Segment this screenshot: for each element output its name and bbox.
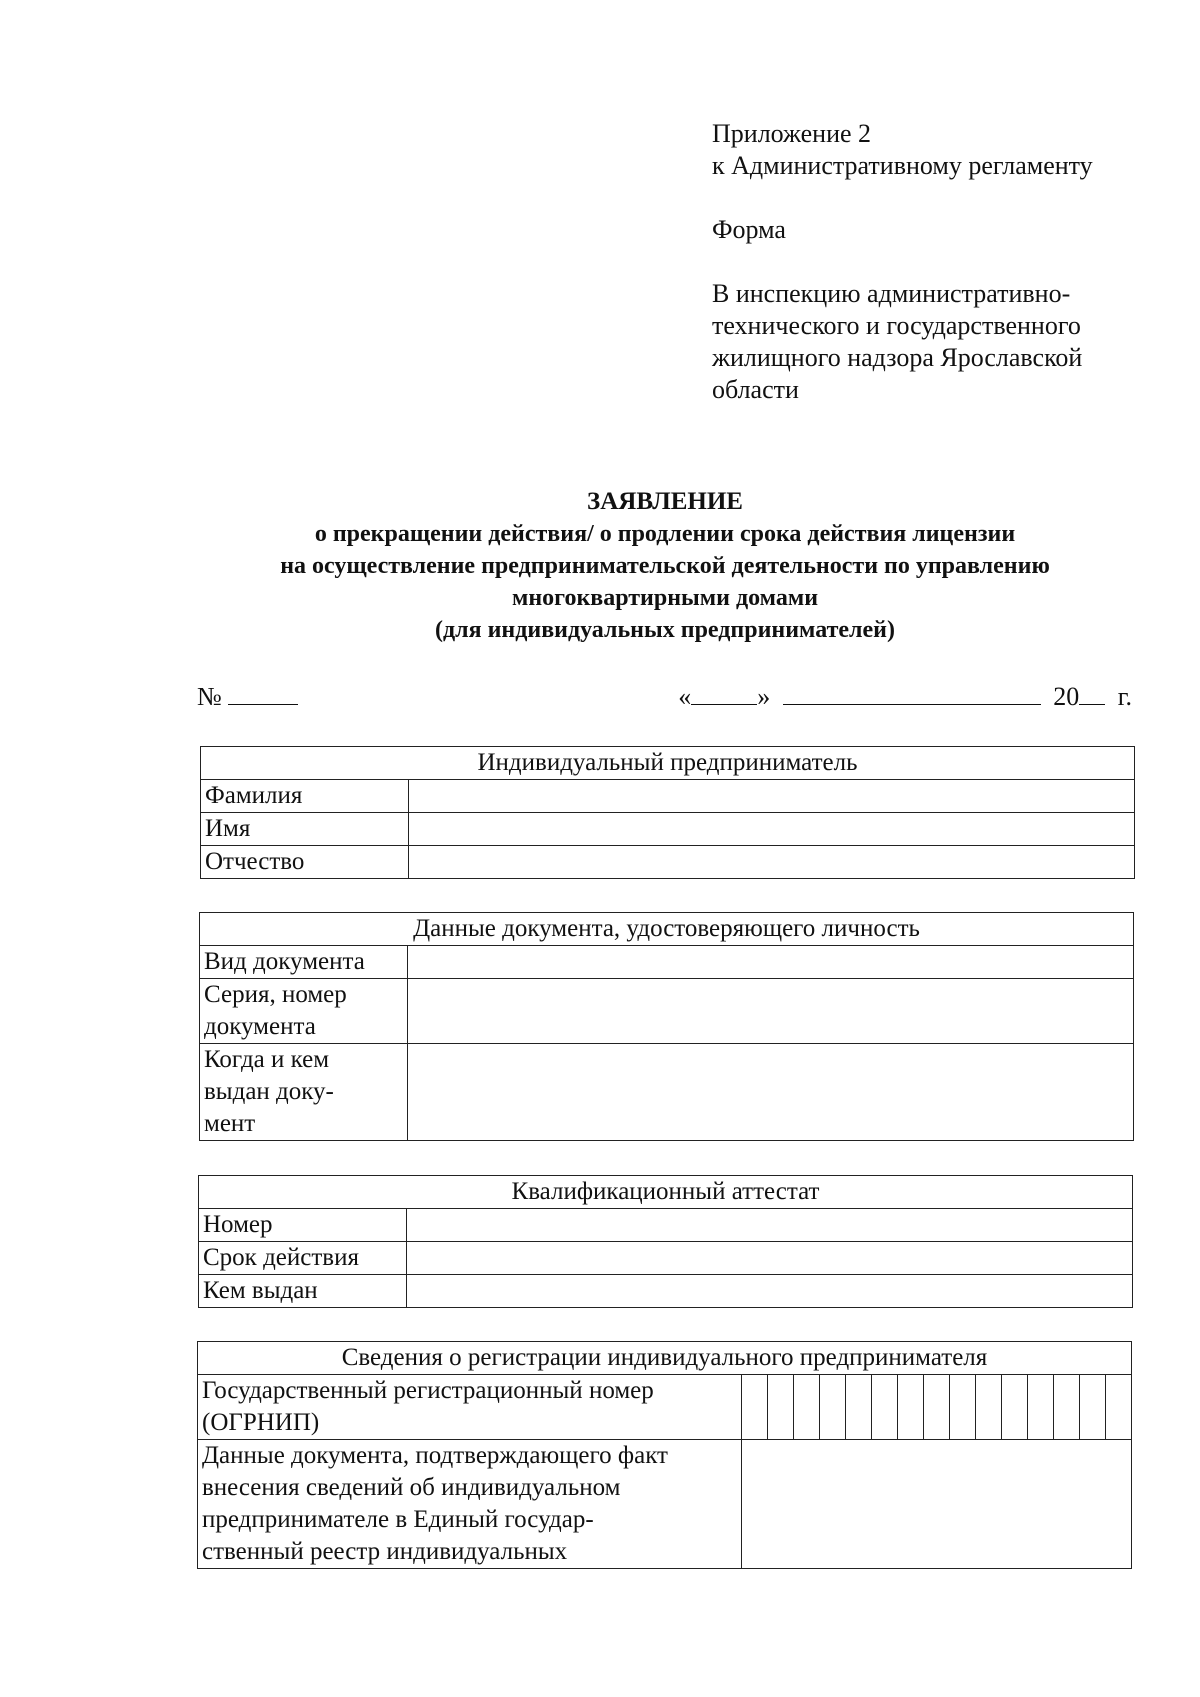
table-row — [200, 946, 1134, 979]
close-quote: » — [757, 682, 771, 711]
first-name-field[interactable] — [409, 813, 1135, 846]
row-label: Номер — [199, 1209, 407, 1242]
row-label-line: внесения сведений об индивидуальном — [202, 1474, 621, 1501]
recipient-line: области — [712, 375, 799, 404]
row-label-line: ственный реестр индивидуальных — [202, 1538, 568, 1565]
row-label-line: предпринимателе в Единый государ- — [202, 1506, 594, 1533]
ogrnip-digit-cell[interactable] — [1106, 1375, 1131, 1439]
registration-document-field[interactable] — [742, 1440, 1132, 1569]
open-quote: « — [678, 682, 692, 711]
entrepreneur-table — [200, 746, 1135, 879]
patronymic-field[interactable] — [409, 846, 1135, 879]
row-label: Фамилия — [201, 780, 409, 813]
row-label-line: мент — [204, 1110, 256, 1137]
title-main: ЗАЯВЛЕНИЕ — [587, 488, 743, 515]
form-label: Форма — [712, 215, 786, 244]
ogrnip-digit-cell[interactable] — [768, 1375, 794, 1439]
ogrnip-digit-cell[interactable] — [898, 1375, 924, 1439]
table-header: Сведения о регистрации индивидуального предпринимателя — [198, 1342, 1132, 1375]
row-label-line: Вид документа — [204, 948, 365, 975]
number-date-line — [197, 682, 1132, 718]
row-label — [200, 979, 408, 1044]
table-row — [198, 1440, 1132, 1569]
table-row — [199, 1275, 1133, 1308]
appendix-label: Приложение 2 — [712, 119, 872, 148]
row-label-line: документа — [204, 1013, 316, 1040]
attestat-issuer-field[interactable] — [407, 1275, 1133, 1308]
number-blank[interactable] — [228, 682, 298, 705]
recipient-line: В инспекцию административно- — [712, 279, 1071, 308]
row-label: Кем выдан — [199, 1275, 407, 1308]
ogrnip-digit-cell[interactable] — [976, 1375, 1002, 1439]
day-blank[interactable] — [691, 682, 757, 705]
document-type-field[interactable] — [408, 946, 1134, 979]
title-line: о прекращении действия/ о продлении срока действия лицензии — [314, 521, 1016, 547]
table-row — [201, 846, 1135, 879]
attestat-validity-field[interactable] — [407, 1242, 1133, 1275]
row-label-line: Серия, номер — [204, 981, 347, 1008]
table-header: Индивидуальный предприниматель — [201, 747, 1135, 780]
table-header: Квалификационный аттестат — [199, 1176, 1133, 1209]
ogrnip-digit-cell[interactable] — [742, 1375, 768, 1439]
table-row — [201, 813, 1135, 846]
year-suffix: г. — [1117, 682, 1132, 711]
row-label: Отчество — [201, 846, 409, 879]
header-block — [712, 118, 1152, 406]
year-blank[interactable] — [1079, 682, 1105, 705]
row-label-line: Когда и кем — [204, 1046, 330, 1073]
attestat-table — [198, 1175, 1133, 1308]
ogrnip-digit-cell[interactable] — [846, 1375, 872, 1439]
ogrnip-digit-cell[interactable] — [1080, 1375, 1106, 1439]
row-label-line: Государственный регистрационный номер — [202, 1377, 654, 1404]
recipient-line: жилищного надзора Ярославской — [712, 343, 1083, 372]
table-row — [199, 1209, 1133, 1242]
table-row — [199, 1242, 1133, 1275]
ogrnip-digit-cell[interactable] — [794, 1375, 820, 1439]
row-label-line: выдан доку- — [204, 1078, 334, 1105]
ogrnip-digit-cell[interactable] — [820, 1375, 846, 1439]
recipient-line: технического и государственного — [712, 311, 1081, 340]
row-label-line: Данные документа, подтверждающего факт — [202, 1442, 668, 1469]
regulation-label: к Административному регламенту — [712, 151, 1093, 180]
row-label — [198, 1375, 742, 1440]
table-row — [200, 979, 1134, 1044]
row-label — [198, 1440, 742, 1569]
ogrnip-field[interactable] — [742, 1375, 1132, 1440]
ogrnip-digit-cell[interactable] — [950, 1375, 976, 1439]
ogrnip-digit-cell[interactable] — [1054, 1375, 1080, 1439]
title-line: многоквартирными домами — [511, 585, 819, 611]
ogrnip-digit-cell[interactable] — [872, 1375, 898, 1439]
row-label: Имя — [201, 813, 409, 846]
year-prefix: 20 — [1053, 682, 1080, 711]
table-row — [198, 1375, 1132, 1440]
title-line: на осуществление предпринимательской деятельности по управлению — [280, 553, 1050, 579]
ogrnip-digit-cell[interactable] — [1028, 1375, 1054, 1439]
row-label-line: (ОГРНИП) — [202, 1409, 320, 1436]
issued-by-field[interactable] — [408, 1044, 1134, 1141]
row-label — [200, 1044, 408, 1141]
ogrnip-digit-cell[interactable] — [924, 1375, 950, 1439]
table-row — [200, 1044, 1134, 1141]
month-blank[interactable] — [783, 682, 1041, 705]
ogrnip-digit-cell[interactable] — [1002, 1375, 1028, 1439]
surname-field[interactable] — [409, 780, 1135, 813]
title-line: (для индивидуальных предпринимателей) — [434, 617, 895, 643]
number-sign: № — [197, 682, 222, 711]
row-label: Срок действия — [199, 1242, 407, 1275]
series-number-field[interactable] — [408, 979, 1134, 1044]
ogrnip-cells[interactable] — [742, 1375, 1131, 1439]
row-label — [200, 946, 408, 979]
document-title — [160, 486, 1170, 646]
registration-table — [197, 1341, 1132, 1569]
attestat-number-field[interactable] — [407, 1209, 1133, 1242]
table-row — [201, 780, 1135, 813]
date-field[interactable] — [678, 682, 1132, 712]
number-field[interactable] — [197, 682, 298, 712]
identity-document-table — [199, 912, 1134, 1141]
table-header: Данные документа, удостоверяющего личность — [200, 913, 1134, 946]
